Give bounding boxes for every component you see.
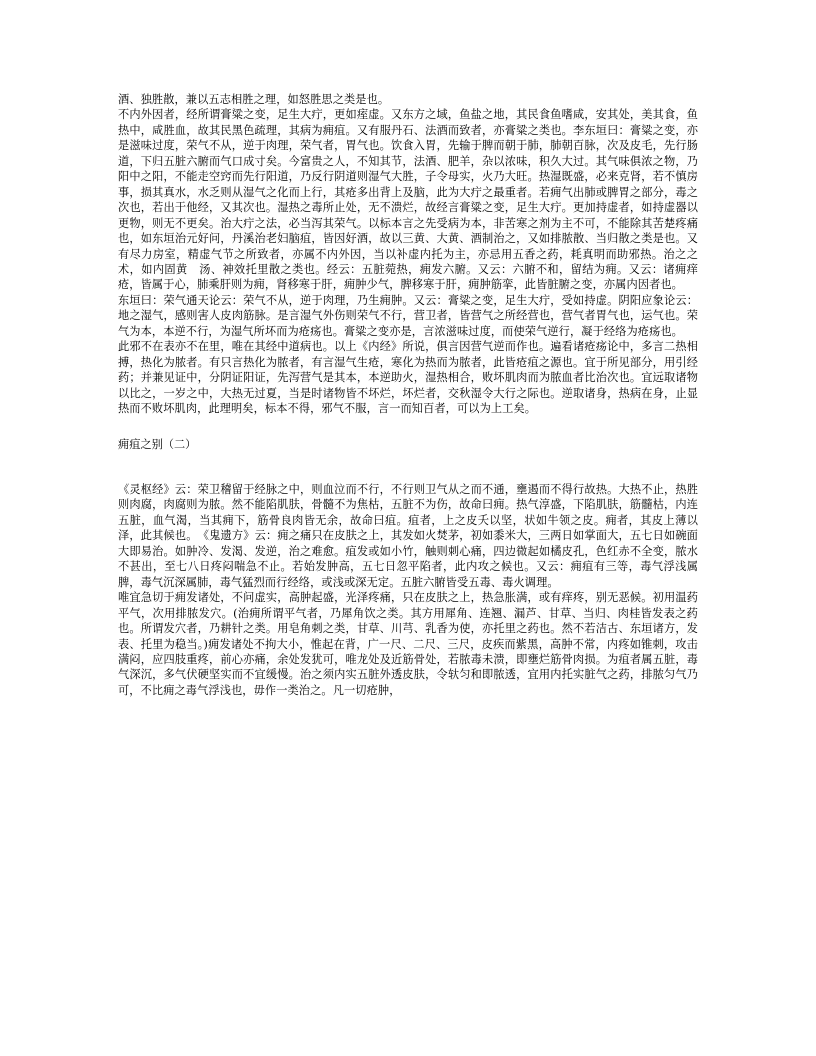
section-heading: 痈疽之别（二）	[118, 437, 197, 451]
paragraph: 唯宜急切于痈发诸处，不问虚实，高肿起盛，光泽疼痛，只在皮肤之上，热急胀满，或有痒疼，别无恶候。初用温药平气，次用排脓发穴。(治痈所谓平气者，乃犀角饮之类。其方用犀角、连翘、漏芦、甘草、当归、肉桂皆发表之药也。所谓发穴者，乃耕针之类。用皂角刺之类，甘草、川芎、乳香为使，亦托里之药也。然不若洁古、东垣诸方，发表、托里为稳当。)痈发诸处不拘大小，惟起在背，广一尺、二尺、三尺，皮疾而紫黑，高肿不常，内疼如锥刺，攻击满闷，应四肢重疼，前心亦痛，余处发犹可，唯龙处及近筋骨处，若脓毒未溃，即壅烂筋骨肉损。为疽者属五脏，毒气深沉，多气伏硬坚实而不宜缓慢。治之须内实五脏外透皮肤，令轪匀和即脓透，宜用内托实脏气之药，排脓匀气乃可，不比痈之毒气浮浅也，毋作一类治之。凡一切疮肿，	[118, 591, 698, 697]
paragraph-spacer	[118, 417, 698, 437]
paragraph: 酒、独胜散，兼以五志相胜之理，如怒胜思之类是也。	[118, 93, 390, 106]
document-body	[118, 92, 698, 698]
paragraph: 东垣曰：荣气通天论云：荣气不从，逆于肉理，乃生痈肿。又云：膏粱之变，足生大疔，受如持虚。阴阳应象论云：地之湿气，感则害人皮肉筋脉。是言湿气外伤则荣气不行，营卫者，皆营气之所经营也，营气者胃气也，运气也。荣气为本，本逆不行，为湿气所坏而为疮疡也。膏粱之变亦是，言浓滋味过度，而使荣气逆行，凝于经络为疮疡也。	[118, 293, 698, 338]
paragraph-spacer	[118, 452, 698, 482]
paragraph: 此邪不在表亦不在里，唯在其经中道病也。以上《内经》所说，俱言因营气逆而作也。遍看诸疮疡论中，多言二热相搏，热化为脓者。有只言热化为脓者，有言湿气生疮，寒化为热而为脓者，此皆疮疽之源也。宜于所见部分，用引经药；并兼见证中，分阴证阳证，先泻营气是其本，本逆助火，湿热相合，败坏肌肉而为脓血者比治次也。宜远取诸物以比之，一岁之中，大热无过夏，当是时诸物皆不坏烂，坏烂者，交秋湿令大行之际也。逆取诸身，热病在身，止显热而不败坏肌肉，此理明矣，标本不得，邪气不服，言一而知百者，可以为上工矣。	[118, 340, 698, 416]
paragraph: 不内外因者，经所谓膏粱之变，足生大疔，更如痓虚。又东方之域，鱼盐之地，其民食鱼嗜咸，安其处，美其食，鱼热中，咸胜血，故其民黑色疏理，其病为痈疽。又有服丹石、法酒而致者，亦膏粱之类也。李东垣曰：膏粱之变，亦是滋味过度，荣气不从，逆于肉理，荣气者，胃气也。饮食入胃，先输于脾而朝于肺，肺朝百脉，次及皮毛，先行肠道，下归五脏六腑而气口成寸矣。今富贵之人，不知其节，法酒、肥羊，杂以浓味，积久大过。其气味俱浓之物，乃阳中之阳，不能走空窍而先行阳道，乃反行阴道则湿气大胜，子令母实，火乃大旺。热湿既盛，必来克肾，若不慎房事，损其真水，水乏则从湿气之化而上行，其疮多出背上及脑，此为大疔之最重者。若痈气出肺或脾胃之部分，毒之次也，若出于他经，又其次也。湿热之毒所止处，无不溃烂，故经言膏粱之变，足生大疔。更加持虚者，如持虚器以更物，则无不更矣。治大疔之法，必当泻其荣气。以标本言之先受病为本，非苦寒之剂为主不可，不能除其苦楚疼痛也，如东垣治元好问，丹溪治老妇脑疽，皆因好酒，故以三黄、大黄、酒制治之，又如排脓散、当归散之类是也。又有尽力房室，精虚气节之所致者，亦属不内外因，当以补虚内托为主，亦忌用五香之药，耗真明而助邪热。治之之术，如内固黄 汤、神效托里散之类也。经云：五脏菀热，痈发六腑。又云：六腑不和，留结为痈。又云：诸痈痒疮，皆属于心，肺乘肝则为痈，肾移寒于肝，痈肿少气，脾移寒于肝，痈肿筋挛，此皆脏腑之变，亦属内因者也。	[118, 108, 698, 292]
paragraph: 《灵枢经》云：荣卫稽留于经脉之中，则血泣而不行，不行则卫气从之而不通，壅遏而不得行故热。大热不止，热胜则肉腐，肉腐则为脓。然不能陷肌肤，骨髓不为焦枯，五脏不为伤，故命曰痈。热气淳盛，下陷肌肤，筋髓枯，内连五脏，血气渴，当其痈下，筋骨良肉皆无余，故命曰疽。疽者，上之皮夭以坚，状如牛领之皮。痈者，其皮上薄以泽，此其候也。 《鬼遗方》云：痈之痛只在皮肤之上，其发如火焚茅，初如黍米大，三两日如掌面大，五七日如碗面大即易治。如肿冷、发渴、发逆，治之难愈。疽发或如小竹，触则刺心痛，四边微起如橘皮孔，色红赤不全变，脓水不甚出，至七八日疼闷喘急不止。若始发肿高，五七日忽平陷者，此内攻之候也。又云：痈疽有三等，毒气浮浅属脾，毒气沉深属肺，毒气猛烈而行经络，或浅或深无定。五脏六腑皆受五毒、毒火调理。	[118, 482, 698, 589]
